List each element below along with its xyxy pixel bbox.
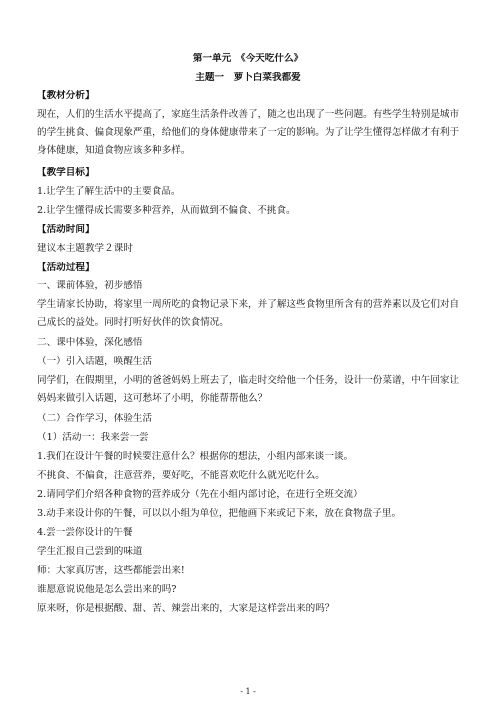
question-1: 1.我们在设计午餐的时候要注意什么？根据你的想法，小组内部来谈一谈。 bbox=[37, 451, 354, 462]
goal-item-1: 1.让学生了解生活中的主要食品。 bbox=[37, 186, 181, 197]
question-3: 3.动手来设计你的午餐，可以以小组为单位，把他画下来或记下来，放在食物盘子里。 bbox=[37, 508, 402, 519]
step-1-heading: 一、课前体验，初步感悟 bbox=[37, 280, 143, 291]
goal-item-2: 2.让学生懂得成长需要多种营养，从而做到不偏食、不挑食。 bbox=[37, 205, 296, 216]
process-heading: 【活动过程】 bbox=[37, 262, 95, 273]
sub-section-1-heading: （一）引入话题，唤醒生活 bbox=[37, 356, 153, 367]
page-number: - 1 - bbox=[240, 687, 256, 696]
analysis-heading: 【教材分析】 bbox=[37, 90, 95, 101]
step-1-paragraph: 学生请家长协助，将家里一周所吃的食物记录下来，并了解这些食物里所含有的营养素以及它们对自己成长的益处。同时打听好伙伴的饮食情况。 bbox=[37, 299, 460, 328]
sub-section-1-paragraph: 同学们，在假期里，小明的爸爸妈妈上班去了，临走时交给他一个任务，设计一份菜谱，中午回家让妈妈来做引入话题，这可愁坏了小明，你能帮帮他么？ bbox=[37, 375, 460, 404]
question-2: 2.请同学们介绍各种食物的营养成分（先在小组内部讨论，在进行全班交流） bbox=[37, 489, 363, 500]
goals-heading: 【教学目标】 bbox=[37, 167, 95, 178]
teacher-line-1: 师：大家真厉害，这些都能尝出来! bbox=[37, 565, 185, 576]
teacher-line-2: 谁愿意说说他是怎么尝出来的吗? bbox=[37, 584, 177, 595]
step-2-heading: 二、课中体验，深化感悟 bbox=[37, 337, 143, 348]
question-1-answer: 不挑食、不偏食，注意营养，要好吃，不能喜欢吃什么就光吃什么。 bbox=[37, 470, 325, 481]
document-subtitle: 主题一 萝卜白菜我都爱 bbox=[195, 72, 301, 83]
student-report: 学生汇报自己尝到的味道 bbox=[37, 546, 143, 557]
teacher-line-3: 原来呀，你是根据酸、甜、苦、辣尝出来的，大家是这样尝出来的吗？ bbox=[37, 603, 335, 614]
time-heading: 【活动时间】 bbox=[37, 224, 95, 235]
time-text: 建议本主题教学２课时 bbox=[37, 243, 133, 254]
question-4: 4.尝一尝你设计的午餐 bbox=[37, 527, 133, 538]
activity-1-heading: （1）活动一：我来尝一尝 bbox=[37, 432, 149, 443]
sub-section-2-heading: （二）合作学习，体验生活 bbox=[37, 413, 153, 424]
document-title: 第一单元 《今天吃什么》 bbox=[192, 53, 304, 64]
analysis-paragraph: 现在，人们的生活水平提高了，家庭生活条件改善了，随之也出现了一些问题。有些学生特别是城市的学生挑食、偏食现象严重，给他们的身体健康带来了一定的影响。为了让学生懂得怎样做才有利于身体健康，知道食物应该多种多样。 bbox=[37, 109, 460, 156]
